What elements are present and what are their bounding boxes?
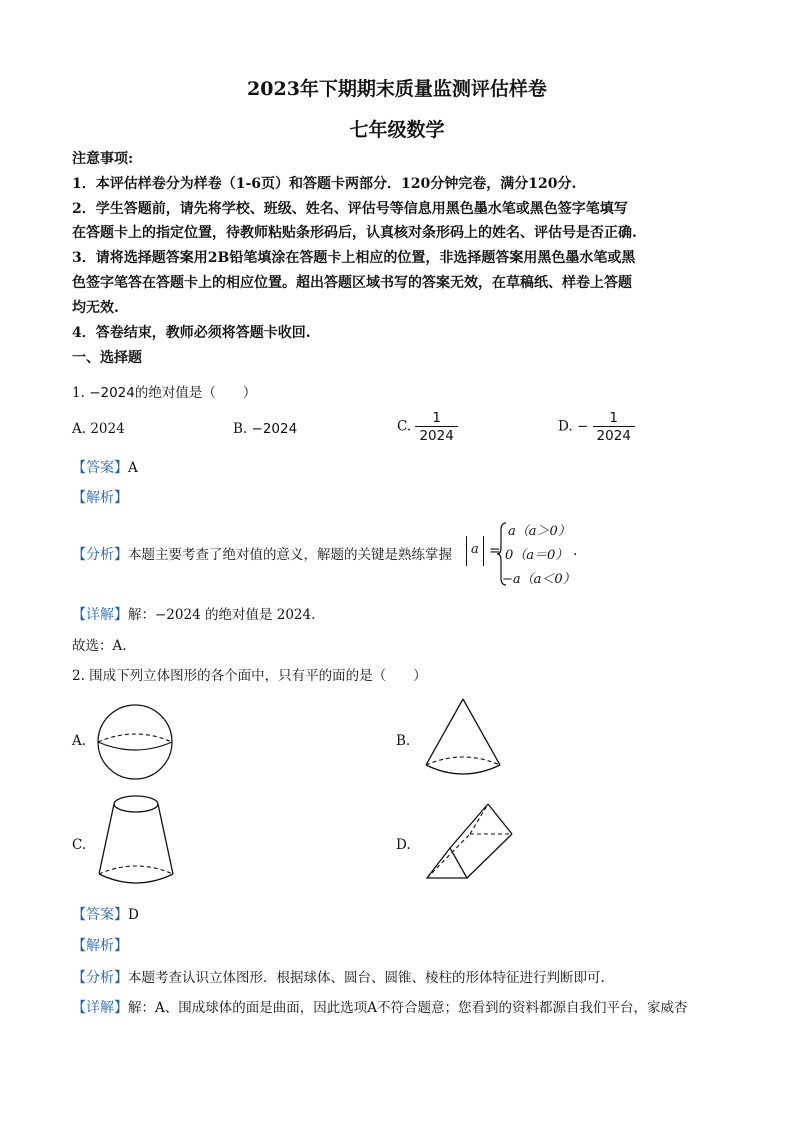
choose-1: 故选：A.	[72, 638, 127, 654]
numerator: 1	[432, 410, 441, 426]
analysis-tag: 【解析】	[72, 938, 128, 954]
answer-tag: 【答案】	[72, 460, 128, 476]
question-2-stem: 2. 围成下列立体图形的各个面中，只有平的面的是（ ）	[72, 668, 427, 684]
denominator: 2024	[415, 426, 457, 444]
fenxi-text: 本题主要考查了绝对值的意义，解题的关键是熟练掌握	[128, 547, 452, 563]
question-1-stem	[72, 381, 256, 401]
page-subtitle: 七年级数学	[349, 119, 445, 141]
option-label: D.	[558, 418, 573, 435]
detail-2	[72, 996, 724, 1017]
piece-case: 0（a＝0）	[505, 548, 569, 563]
answer-value: D	[128, 907, 139, 923]
option-label: D.	[396, 837, 411, 853]
denominator: 2024	[593, 426, 635, 444]
numerator: 1	[609, 410, 619, 426]
notice-line: 均无效.	[72, 300, 119, 316]
notice-line: 4．答卷结束，教师必须将答题卡收回.	[72, 325, 311, 341]
notice-heading: 注意事项:	[72, 151, 134, 167]
fenxi-2	[72, 966, 605, 987]
question-text: 的绝对值是（ ）	[134, 385, 257, 401]
detail-text: 解：A、围成球体的面是曲面，因此选项A不符合题意；您看到的资料都源自我们平台，家威杏	[128, 1000, 688, 1016]
abs-value-expression	[466, 536, 488, 566]
notice-line: 色签字笔答在答题卡上的相应位置。超出答题区域书写的答案无效，在草稿纸、样卷上答题	[72, 275, 632, 291]
cone-icon	[424, 697, 504, 779]
end-period: .	[573, 543, 578, 559]
notice-line: 在答题卡上的指定位置，待教师粘贴条形码后，认真核对条形码上的姓名、评估号是否正确.	[72, 225, 637, 241]
option-value: −2024	[251, 421, 298, 437]
fenxi-tag: 【分析】	[72, 970, 128, 986]
page-title: 2023年下期期末质量监测评估样卷	[247, 78, 547, 100]
question-number: 1.	[72, 385, 85, 401]
option-d	[558, 410, 635, 444]
fraction	[415, 410, 457, 444]
triangular-prism-icon	[424, 800, 516, 884]
piece-case: a（a＞0）	[508, 524, 571, 539]
fenxi-1	[72, 543, 452, 564]
answer-tag: 【答案】	[72, 907, 128, 923]
option-a	[72, 421, 125, 437]
detail-tag: 【详解】	[72, 1000, 128, 1016]
sphere-icon	[96, 704, 176, 782]
option-label: B.	[233, 421, 248, 437]
answer-2	[72, 904, 139, 924]
option-label: C.	[397, 418, 412, 435]
option-label: A.	[72, 421, 87, 437]
math-expression: −2024	[89, 385, 135, 401]
section-title: 一、选择题	[72, 350, 142, 366]
notice-line: 2．学生答题前，请先将学校、班级、姓名、评估号等信息用黑色墨水笔或黑色签字笔填写	[72, 201, 628, 217]
option-value: 2024	[90, 421, 125, 437]
option-label: A.	[72, 733, 87, 749]
fenxi-tag: 【分析】	[72, 547, 128, 563]
minus-sign: −	[576, 418, 589, 435]
fraction	[593, 410, 635, 444]
piece-case: −a（a＜0）	[502, 572, 576, 587]
option-label: C.	[72, 837, 87, 853]
detail-tag: 【详解】	[72, 607, 128, 623]
option-b	[233, 421, 297, 437]
notice-line: 1．本评估样卷分为样卷（1-6页）和答题卡两部分．120分钟完卷，满分120分.	[72, 176, 577, 192]
abs-variable: a	[471, 542, 479, 557]
fenxi-text: 本题考查认识立体图形．根据球体、圆台、圆锥、棱柱的形体特征进行判断即可.	[128, 970, 605, 986]
notice-line: 3．请将选择题答案用2B铅笔填涂在答题卡上相应的位置，非选择题答案用黑色墨水笔或黑	[72, 250, 636, 266]
frustum-icon	[96, 794, 178, 888]
option-c	[397, 410, 458, 444]
detail-1	[72, 603, 315, 624]
answer-value: A	[128, 460, 138, 476]
option-label: B.	[396, 733, 411, 749]
analysis-tag: 【解析】	[72, 490, 128, 506]
answer-1	[72, 457, 138, 477]
equals-sign: =	[489, 543, 501, 559]
detail-text: 解：−2024 的绝对值是 2024.	[128, 607, 316, 623]
